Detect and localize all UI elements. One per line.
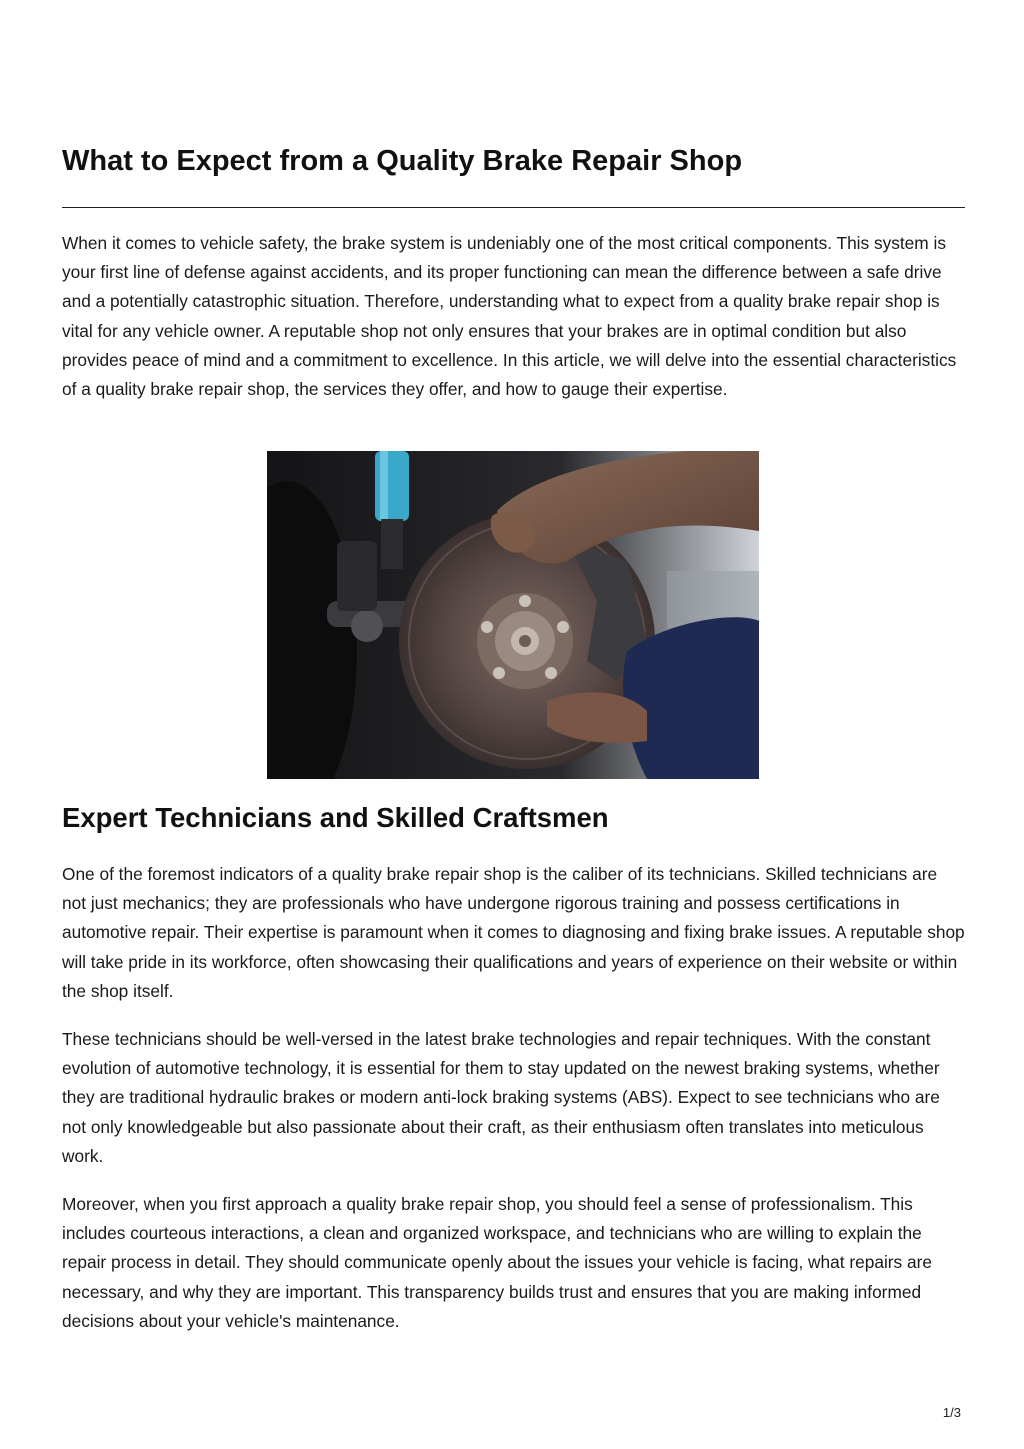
body-paragraph: One of the foremost indicators of a quality brake repair shop is the caliber of its technicians. Skilled technicians are not just mechanics; they are professionals who have undergone rigorous training and possess certifications in automotive repair. Their expertise is paramount when it comes to diagnosing and fixing brake issues. A reputable shop will take pride in its workforce, often showcasing their qualifications and years of experience on their website or within the shop itself. — [62, 864, 965, 1001]
intro-paragraph: When it comes to vehicle safety, the brake system is undeniably one of the most critical components. This system is your first line of defense against accidents, and its proper functioning can mean the difference between a safe drive and a potentially catastrophic situation. Therefore, understanding what to expect from a quality brake repair shop is vital for any vehicle owner. A reputable shop not only ensures that your brakes are in optimal condition but also provides peace of mind and a commitment to excellence. In this article, we will delve into the essential characteristics of a quality brake repair shop, the services they offer, and how to gauge their expertise. — [62, 233, 957, 400]
page-number: 1/3 — [942, 1405, 961, 1420]
document-page — [62, 0, 965, 1449]
body-paragraph: Moreover, when you first approach a quality brake repair shop, you should feel a sense of professionalism. This includes courteous interactions, a clean and organized workspace, and technicians who are willing to explain the repair process in detail. They should communicate openly about the issues your vehicle is facing, what repairs are necessary, and why they are important. This transparency builds trust and ensures that you are making informed decisions about your vehicle's maintenance. — [62, 1194, 932, 1331]
brake-disc-photo — [267, 451, 759, 779]
body-paragraph: These technicians should be well-versed in the latest brake technologies and repair techniques. With the constant evolution of automotive technology, it is essential for them to stay updated on the newest braking systems, whether they are traditional hydraulic brakes or modern anti-lock braking systems (ABS). Expect to see technicians who are not only knowledgeable but also passionate about their craft, as their enthusiasm often translates into meticulous work. — [62, 1029, 940, 1166]
section-heading: Expert Technicians and Skilled Craftsmen — [62, 802, 609, 833]
page-title: What to Expect from a Quality Brake Repair Shop — [62, 145, 743, 177]
title-divider — [62, 207, 965, 208]
